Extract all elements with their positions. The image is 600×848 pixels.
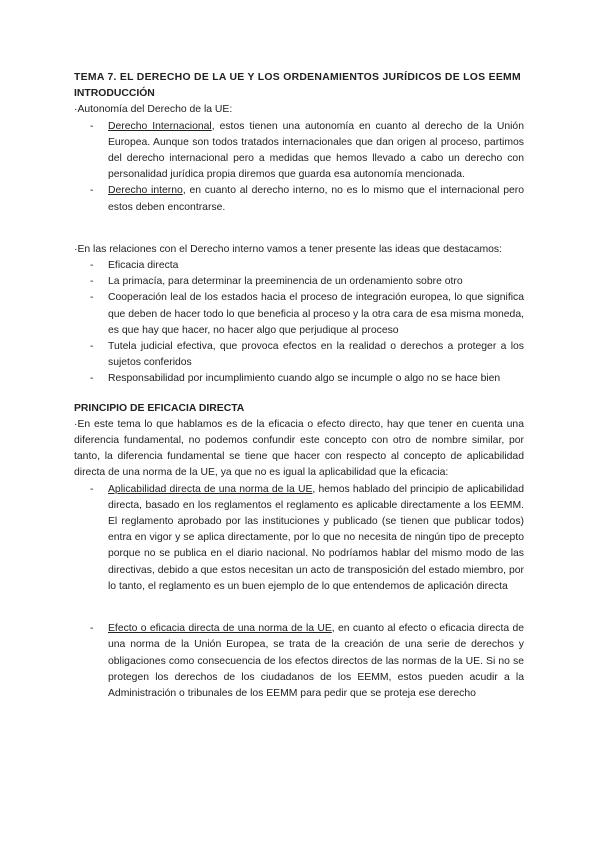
list-item bbox=[74, 183, 524, 215]
term-aplicabilidad-directa: Aplicabilidad directa de una norma de la UE bbox=[108, 483, 313, 495]
list-item bbox=[74, 482, 524, 595]
list-item-text: , hemos hablado del principio de aplicabilidad directa, basado en los reglamentos el reglamento es aplicable directamente a los EEMM. El reglamento aprobado por las instituciones y publicado (se tienen que publicar todos) entra en vigor y se aplica directamente, por lo que no necesita de ningún tipo de precepto porque no se publica en el diario nacional. No podríamos hablar del mismo modo de las directivas, debido a que estos necesitan un acto de transposición del estado miembro, por lo tanto, el reglamento es un buen ejemplo de lo que entendemos de aplicación directa bbox=[108, 483, 524, 592]
list-item-text: , estos tienen una autonomía en cuanto al derecho de la Unión Europea. Aunque son todos tratados internacionales que dan origen al proceso, partimos del derecho internacional pero a medidas que hemos llevado a cabo un derecho con personalidad jurídica propia diremos que guarda esa autonomía mencionada. bbox=[108, 120, 524, 181]
list-item bbox=[74, 621, 524, 702]
intro-paragraph-relations: ·En las relaciones con el Derecho interno vamos a tener presente las ideas que destacamos: bbox=[74, 243, 502, 255]
list-item: - Cooperación leal de los estados hacia el proceso de integración europea, lo que significa que deben de hacer todo lo que beneficia al proceso y la otra cara de esa misma moneda, es que hay que hacer, no hacer algo que perjudique al proceso bbox=[74, 290, 524, 339]
term-derecho-interno: Derecho interno bbox=[108, 185, 183, 197]
autonomy-list bbox=[74, 119, 524, 216]
term-efecto-directo: Efecto o eficacia directa de una norma de la UE bbox=[108, 623, 332, 635]
spacer bbox=[74, 388, 524, 401]
spacer bbox=[74, 216, 524, 242]
list-item: - La primacía, para determinar la preeminencia de un ordenamiento sobre otro bbox=[74, 274, 524, 290]
eficacia-list-2 bbox=[74, 621, 524, 702]
spacer bbox=[74, 595, 524, 621]
eficacia-list bbox=[74, 482, 524, 595]
list-item-text: , en cuanto al efecto o eficacia directa de una norma de la Unión Europea, se trata de la creación de una serie de derechos y obligaciones como consecuencia de los efectos directos de las normas de la UE. Si no se protegen los derechos de los ciudadanos de los EEMM, estos pueden acudir a la Administración o tribunales de los EEMM para pedir que se proteja ese derecho bbox=[108, 623, 524, 699]
list-item: - Eficacia directa bbox=[74, 258, 524, 274]
intro-paragraph-autonomy: ·Autonomía del Derecho de la UE: bbox=[74, 104, 233, 116]
relations-list bbox=[74, 258, 524, 388]
list-item: - Responsabilidad por incumplimiento cuando algo se incumple o algo no se hace bien bbox=[74, 371, 524, 387]
intro-heading: INTRODUCCIÓN bbox=[74, 88, 155, 100]
list-item-text: , en cuanto al derecho interno, no es lo mismo que el internacional pero estos deben encontrarse. bbox=[108, 185, 524, 213]
document-title: TEMA 7. EL DERECHO DE LA UE Y LOS ORDENAMIENTOS JURÍDICOS DE LOS EEMM bbox=[74, 72, 521, 83]
term-derecho-internacional: Derecho Internacional bbox=[108, 120, 212, 132]
eficacia-paragraph: ·En este tema lo que hablamos es de la eficacia o efecto directo, hay que tener en cuenta una diferencia fundamental, no podemos confundir este concepto con otro de nombre similar, por tanto, la diferencia fundamental se tiene que hacer con respecto al concepto de aplicabilidad directa de una norma de la UE, ya que no es igual la aplicabilidad que la eficacia: bbox=[74, 418, 524, 479]
eficacia-heading: PRINCIPIO DE EFICACIA DIRECTA bbox=[74, 402, 245, 414]
list-item bbox=[74, 119, 524, 184]
list-item: - Tutela judicial efectiva, que provoca efectos en la realidad o derechos a proteger a los sujetos conferidos bbox=[74, 339, 524, 371]
